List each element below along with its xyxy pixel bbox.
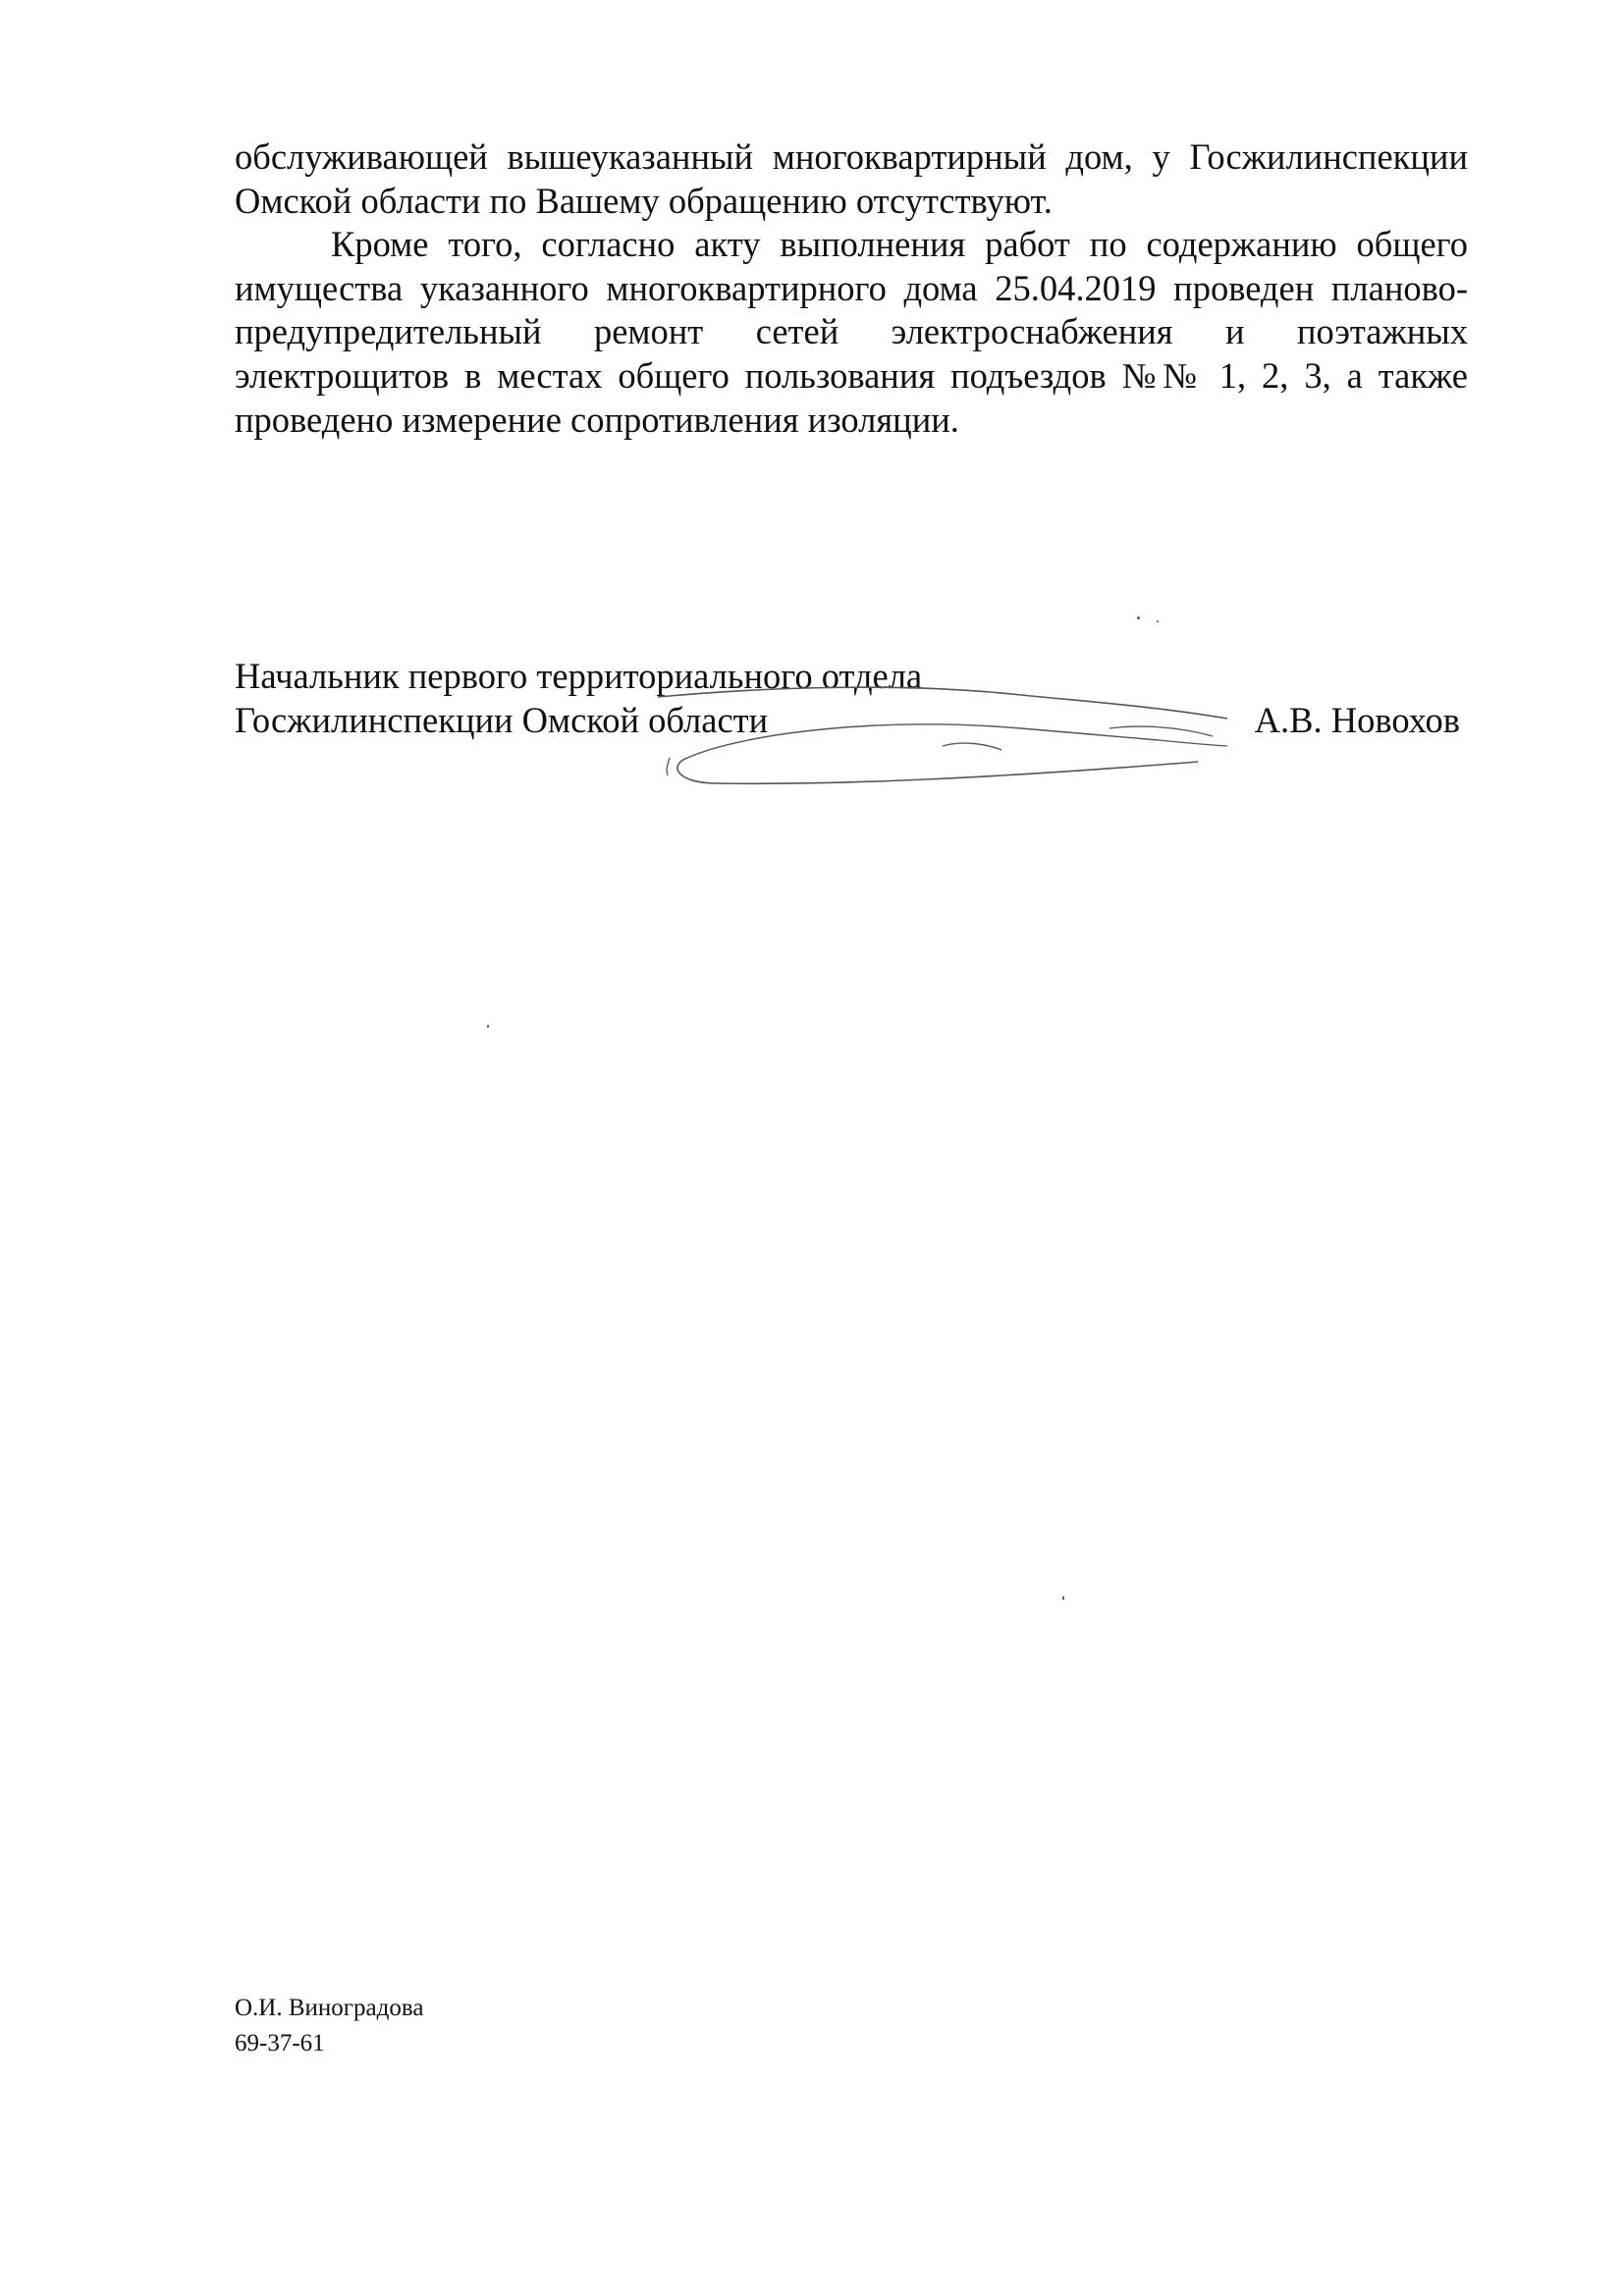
signatory-position-line2: Госжилинспекции Омской области xyxy=(235,700,769,740)
scan-speck xyxy=(1157,620,1159,622)
signatory-position-line1: Начальник первого территориального отдела xyxy=(235,656,923,696)
scan-speck xyxy=(1137,616,1140,619)
paragraph-continuation: обслуживающей вышеуказанный многоквартирный дом, у Госжилинспекции Омской области по Вашему обращению отсутствуют. xyxy=(235,136,1468,221)
paragraph-repair-info: Кроме того, согласно акту выполнения работ по содержанию общего имущества указанного многоквартирного дома 25.04.2019 проведен планово-предупредительный ремонт сетей электроснабжения и поэтажных электрощитов в местах общего пользования подъездов №№ 1, 2, 3, а также проведено измерение сопротивления изоляции. xyxy=(235,224,1468,440)
handwritten-signature-icon xyxy=(648,667,1257,805)
scan-speck xyxy=(487,1025,489,1028)
executor-info xyxy=(235,1991,423,2061)
letter-body xyxy=(235,135,1468,442)
scan-speck xyxy=(1062,1596,1064,1600)
executor-phone: 69-37-61 xyxy=(235,2030,325,2056)
signatory-name: А.В. Новохов xyxy=(1254,700,1460,740)
executor-name: О.И. Виноградова xyxy=(235,1995,424,2021)
